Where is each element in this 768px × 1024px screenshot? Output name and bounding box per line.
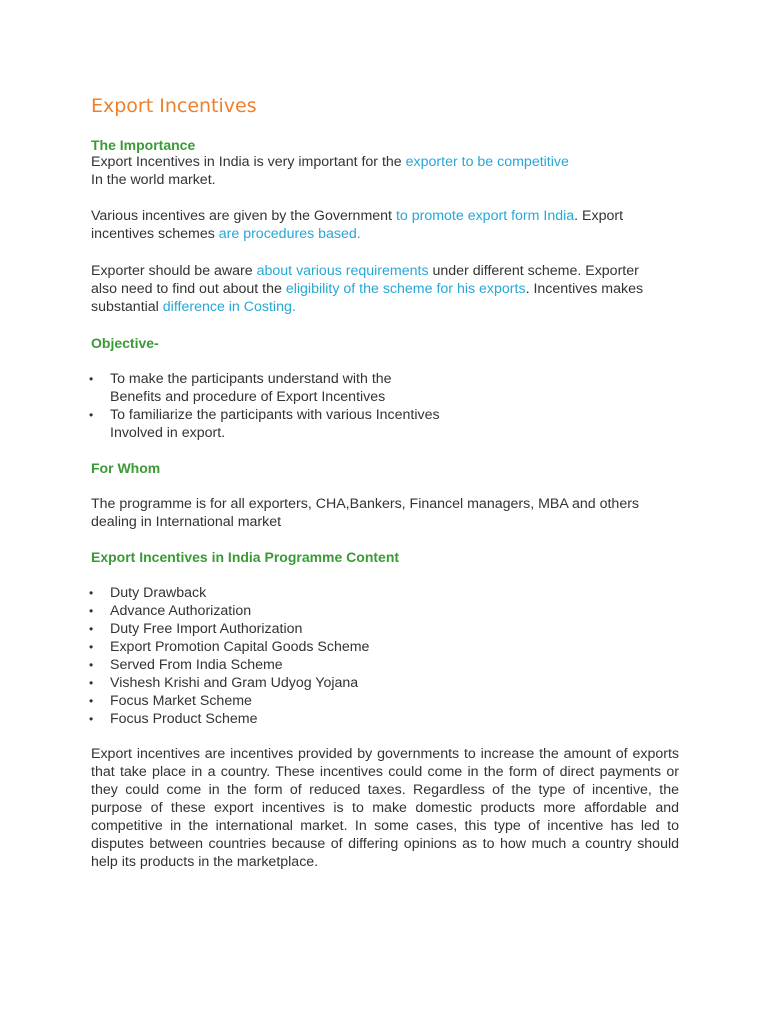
list-item-line: Involved in export.: [110, 425, 226, 441]
list-item: [91, 370, 440, 406]
body-text: under different scheme. Exporter: [428, 263, 639, 279]
paragraph-line: The programme is for all exporters, CHA,Bankers, Financel managers, MBA and others: [91, 496, 640, 512]
programme-content-heading: Export Incentives in India Programme Content: [91, 549, 400, 565]
bullet-icon: •: [89, 622, 94, 636]
list-item: [91, 584, 369, 602]
bullet-icon: •: [89, 408, 94, 422]
highlighted-text: eligibility of the scheme for his exports: [285, 281, 526, 297]
body-text: substantial: [91, 299, 163, 315]
bullet-icon: •: [89, 712, 94, 726]
highlighted-text: to promote export form India: [395, 208, 575, 224]
list-item-line: To make the participants understand with the: [110, 371, 392, 387]
highlighted-text: about various requirements: [256, 263, 429, 279]
list-item-label: Export Promotion Capital Goods Scheme: [110, 639, 370, 655]
paragraph-line: [91, 225, 681, 243]
list-item: [91, 602, 369, 620]
body-text: Export Incentives in India is very important for the: [91, 154, 406, 170]
list-item-label: Vishesh Krishi and Gram Udyog Yojana: [110, 675, 359, 691]
list-item-label: Focus Market Scheme: [110, 693, 252, 709]
list-item-label: Advance Authorization: [110, 603, 252, 619]
body-text: . Incentives makes: [525, 281, 644, 297]
paragraph-line: [91, 153, 681, 171]
importance-heading: The Importance: [91, 137, 196, 153]
bullet-icon: •: [89, 640, 94, 654]
list-item: [91, 406, 440, 442]
list-item: [91, 620, 369, 638]
body-text: incentives schemes: [91, 226, 219, 242]
programme-content-list: [91, 584, 369, 728]
list-item: [91, 638, 369, 656]
list-item: [91, 710, 369, 728]
importance-paragraph-2: [91, 207, 681, 243]
list-item-label: Duty Drawback: [110, 585, 207, 601]
bullet-icon: •: [89, 604, 94, 618]
list-item-line: To familiarize the participants with various Incentives: [110, 407, 440, 423]
list-item-label: Focus Product Scheme: [110, 711, 258, 727]
highlighted-text: are procedures based.: [218, 226, 361, 242]
paragraph-line: In the world market.: [91, 172, 216, 188]
bullet-icon: •: [89, 676, 94, 690]
body-text: Various incentives are given by the Government: [91, 208, 396, 224]
bullet-icon: •: [89, 694, 94, 708]
summary-paragraph: Export incentives are incentives provided by governments to increase the amount of exports that take place in a country. These incentives could come in the form of direct payments or they could come in the form of reduced taxes. Regardless of the type of incentive, the purpose of these export incentives is to make domestic products more affordable and competitive in the international market. In some cases, this type of incentive has led to disputes between countries because of differing opinions as to how much a country should help its products in the marketplace.: [91, 746, 679, 870]
paragraph-line: dealing in International market: [91, 514, 282, 530]
bullet-icon: •: [89, 372, 94, 386]
objective-heading: Objective-: [91, 335, 159, 351]
highlighted-text: exporter to be competitive: [405, 154, 569, 170]
bullet-icon: •: [89, 658, 94, 672]
list-item: [91, 674, 369, 692]
paragraph-line: [91, 280, 681, 298]
paragraph-line: [91, 262, 681, 280]
body-text: also need to find out about the: [91, 281, 286, 297]
document-title: Export Incentives: [91, 95, 257, 117]
list-item-label: Duty Free Import Authorization: [110, 621, 303, 637]
bullet-icon: •: [89, 586, 94, 600]
list-item-label: Served From India Scheme: [110, 657, 283, 673]
highlighted-text: difference in Costing.: [162, 299, 296, 315]
list-item: [91, 656, 369, 674]
paragraph-line: [91, 207, 681, 225]
importance-paragraph-1: [91, 153, 681, 189]
for-whom-paragraph: [91, 495, 681, 531]
body-text: . Export: [574, 208, 624, 224]
importance-paragraph-3: [91, 262, 681, 316]
list-item-line: Benefits and procedure of Export Incentives: [110, 389, 386, 405]
paragraph-line: [91, 298, 681, 316]
objective-list: [91, 370, 440, 442]
list-item: [91, 692, 369, 710]
body-text: Exporter should be aware: [91, 263, 257, 279]
for-whom-heading: For Whom: [91, 460, 161, 476]
